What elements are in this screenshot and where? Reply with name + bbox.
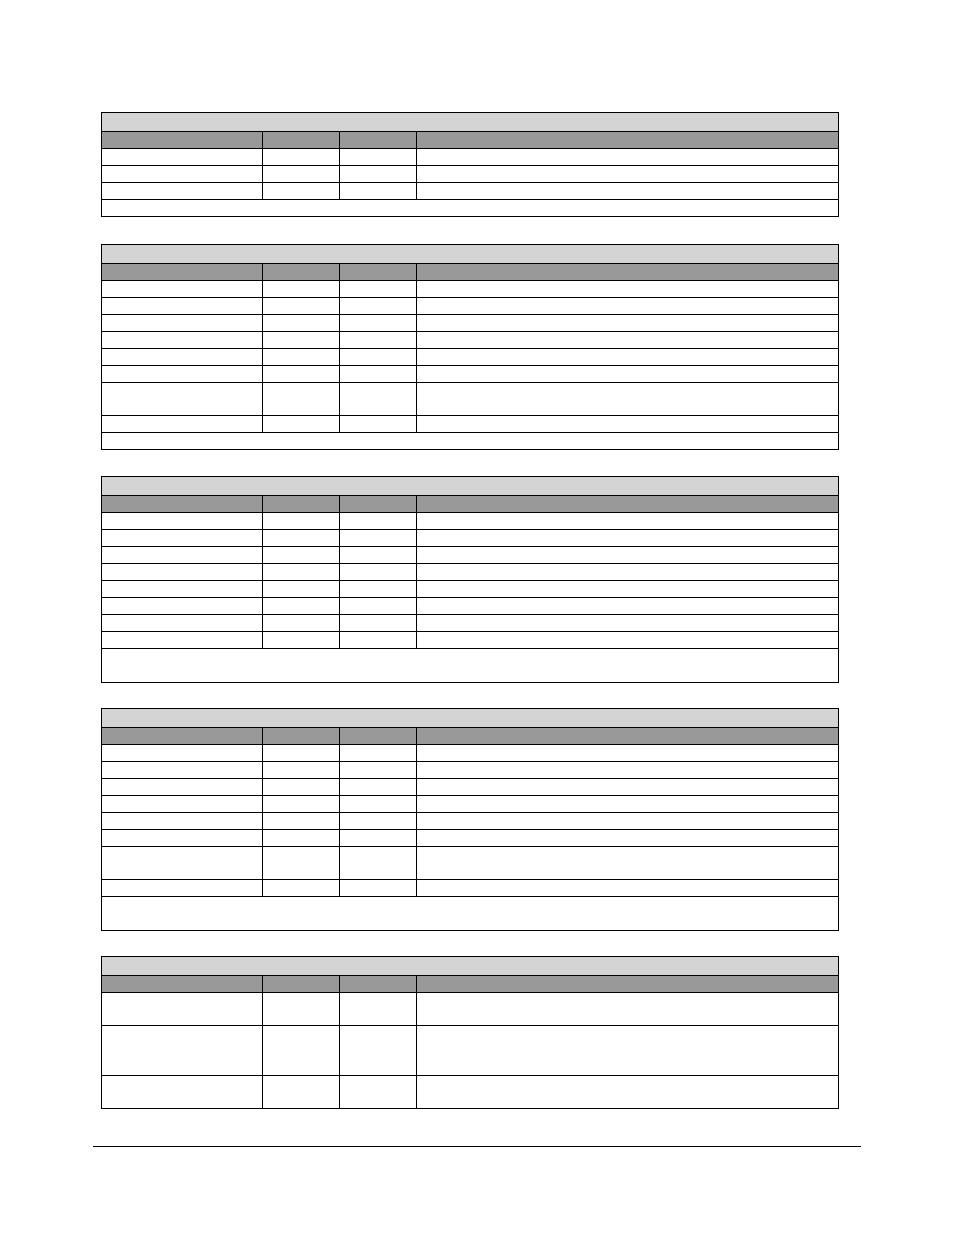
column-header [340, 264, 417, 281]
table-note [102, 433, 839, 450]
table-title [102, 477, 839, 496]
column-header [340, 496, 417, 513]
table-row [102, 993, 839, 1026]
table-row [102, 615, 839, 632]
table-row [102, 416, 839, 433]
table-row [102, 183, 839, 200]
table-row [102, 530, 839, 547]
table-title [102, 957, 839, 976]
column-header [102, 264, 263, 281]
table-row [102, 332, 839, 349]
table-row [102, 564, 839, 581]
column-header [340, 976, 417, 993]
column-header [417, 132, 839, 149]
footer-rule [93, 1146, 861, 1147]
column-header [102, 976, 263, 993]
column-header [263, 264, 340, 281]
table-row [102, 281, 839, 298]
column-header [263, 728, 340, 745]
column-header [340, 728, 417, 745]
table-row [102, 762, 839, 779]
table-1 [101, 112, 839, 217]
table-4 [101, 708, 839, 931]
table-title [102, 709, 839, 728]
table-row [102, 513, 839, 530]
table-row [102, 581, 839, 598]
table-row [102, 149, 839, 166]
table-5 [101, 956, 839, 1109]
column-header [417, 976, 839, 993]
table-2 [101, 244, 839, 450]
column-header [102, 132, 263, 149]
table-row [102, 779, 839, 796]
table-row [102, 880, 839, 897]
column-header [102, 728, 263, 745]
table-row [102, 349, 839, 366]
table-note [102, 200, 839, 217]
table-3 [101, 476, 839, 683]
column-header [417, 728, 839, 745]
column-header [417, 264, 839, 281]
table-row [102, 745, 839, 762]
table-row [102, 796, 839, 813]
table-row [102, 547, 839, 564]
table-row [102, 830, 839, 847]
column-header [340, 132, 417, 149]
column-header [263, 132, 340, 149]
column-header [102, 496, 263, 513]
table-row [102, 366, 839, 383]
column-header [263, 496, 340, 513]
table-row [102, 632, 839, 649]
table-row [102, 847, 839, 880]
table-title [102, 245, 839, 264]
column-header [263, 976, 340, 993]
table-title [102, 113, 839, 132]
table-note [102, 649, 839, 683]
table-row [102, 383, 839, 416]
table-row [102, 166, 839, 183]
column-header [417, 496, 839, 513]
table-note [102, 897, 839, 931]
table-row [102, 315, 839, 332]
table-row [102, 598, 839, 615]
table-row [102, 298, 839, 315]
table-row [102, 813, 839, 830]
table-row [102, 1026, 839, 1076]
table-row [102, 1076, 839, 1109]
